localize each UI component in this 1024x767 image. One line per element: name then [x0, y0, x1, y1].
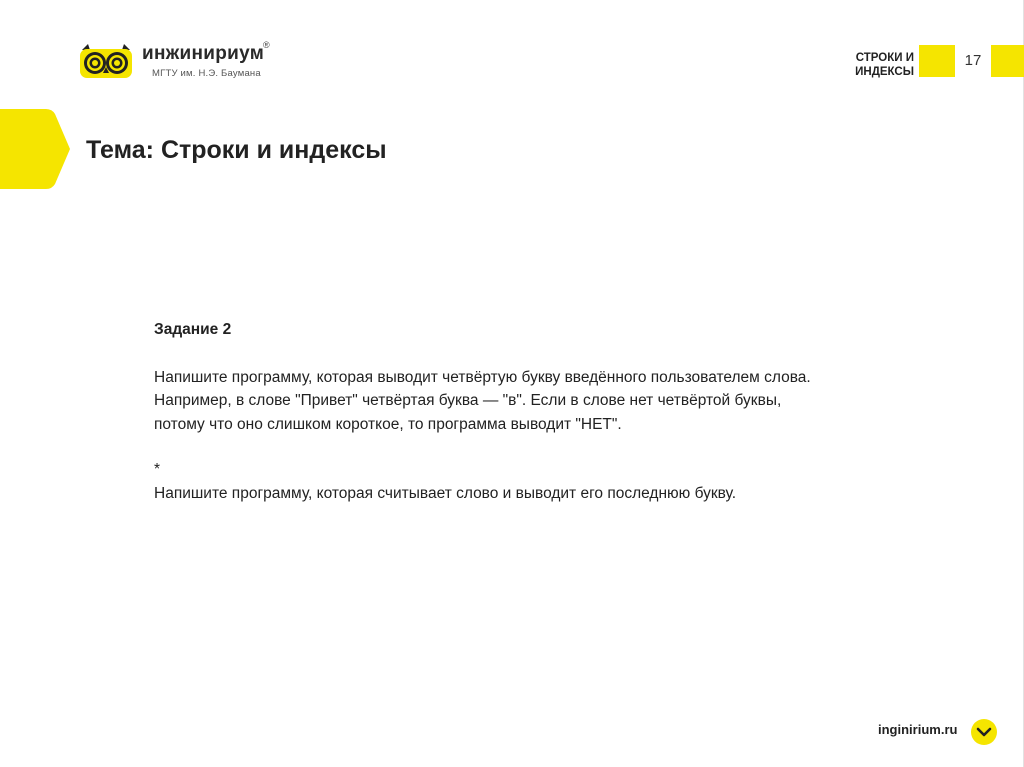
chevron-down-icon: [971, 719, 997, 745]
corner-accent-square: [991, 45, 1024, 77]
logo-subtitle: МГТУ им. Н.Э. Баумана: [152, 68, 261, 79]
registered-mark: ®: [263, 40, 270, 50]
task-block: [154, 318, 974, 505]
section-label: СТРОКИ И ИНДЕКСЫ: [855, 52, 914, 78]
page-number: 17: [964, 52, 982, 69]
footer-nav-button[interactable]: [971, 719, 997, 745]
task-line-2: Например, в слове "Привет" четвёртая буква — "в". Если в слове нет четвёртой буквы,: [154, 392, 782, 409]
title-accent-tab: [0, 109, 70, 189]
owl-logo-icon: [80, 44, 132, 78]
task-star: *: [154, 461, 161, 478]
task-line-3: потому что оно слишком короткое, то программа выводит "НЕТ".: [154, 415, 622, 433]
page-title: Тема: Строки и индексы: [86, 136, 387, 164]
task-line-1: Напишите программу, которая выводит четвёртую букву введённого пользователем слова.: [154, 368, 811, 386]
task-extra: Напишите программу, которая считывает слово и выводит его последнюю букву.: [154, 484, 737, 502]
logo-name: инжинириум: [142, 43, 265, 64]
footer-site-link[interactable]: inginirium.ru: [878, 722, 958, 737]
task-heading: Задание 2: [154, 321, 232, 338]
logo: [80, 40, 300, 86]
section-accent-square: [919, 45, 955, 77]
